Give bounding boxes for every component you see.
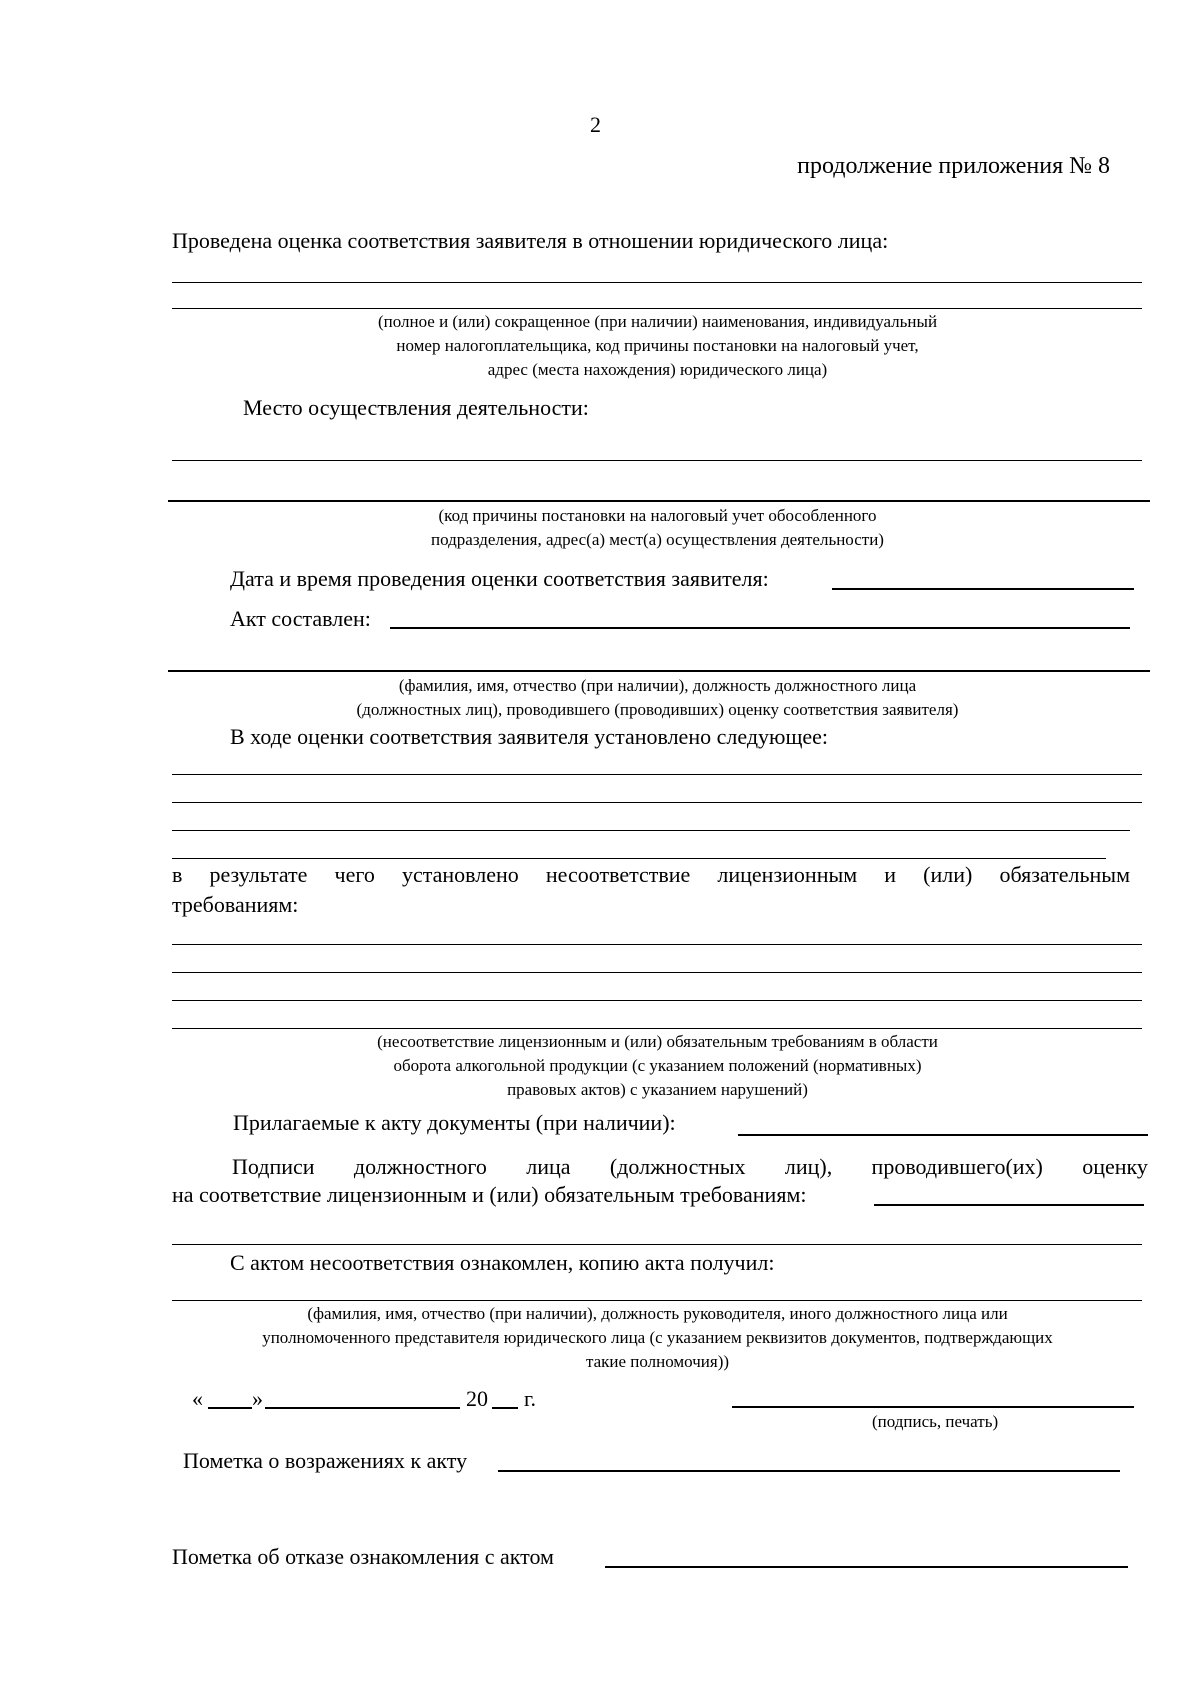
word: лиц),: [784, 1154, 833, 1179]
caption-line: номер налогоплательщика, код причины постановки на налоговый учет,: [396, 336, 919, 355]
legal-entity-line-1[interactable]: [172, 282, 1142, 283]
signatures-field[interactable]: [874, 1204, 1144, 1206]
word: должностного: [353, 1154, 487, 1179]
date-close-quote: »: [252, 1386, 263, 1411]
acquainted-label: С актом несоответствия ознакомлен, копию акта получил:: [230, 1250, 775, 1275]
word: проводившего(их): [871, 1154, 1043, 1179]
findings-line-2[interactable]: [172, 802, 1142, 803]
inspector-line[interactable]: [168, 670, 1150, 672]
refusal-field[interactable]: [605, 1566, 1128, 1568]
appendix-continuation: продолжение приложения № 8: [797, 153, 1110, 179]
word: Подписи: [232, 1154, 315, 1179]
word: чего: [334, 862, 375, 887]
caption-line: такие полномочия)): [585, 1352, 730, 1371]
findings-line-1[interactable]: [172, 774, 1142, 775]
refusal-label: Пометка об отказе ознакомления с актом: [172, 1544, 554, 1569]
word: обязательным: [999, 862, 1130, 887]
caption-line: (несоответствие лицензионным и (или) обязательным требованиям в области: [377, 1032, 938, 1051]
acquainted-line[interactable]: [172, 1300, 1142, 1301]
caption-line: оборота алкогольной продукции (с указанием положений (нормативных): [393, 1056, 922, 1075]
word: (или): [923, 862, 973, 887]
noncompliance-line-1: [172, 862, 1130, 888]
caption-line: уполномоченного представителя юридического лица (с указанием реквизитов документов, подтверждающих: [262, 1328, 1053, 1347]
noncompliance-field-3[interactable]: [172, 1000, 1142, 1001]
caption-line: (код причины постановки на налоговый учет обособленного: [438, 506, 877, 525]
representative-caption: [170, 1302, 1145, 1374]
signature-caption: (подпись, печать): [872, 1412, 999, 1431]
noncompliance-line-2: требованиям:: [172, 892, 299, 917]
inspector-caption: [170, 674, 1145, 722]
date-year-field[interactable]: [492, 1407, 518, 1409]
place-of-activity-label: Место осуществления деятельности:: [243, 395, 589, 420]
date-time-label: Дата и время проведения оценки соответствия заявителя:: [230, 566, 769, 591]
place-line-2[interactable]: [168, 500, 1150, 502]
signatures-line-2: на соответствие лицензионным и (или) обязательным требованиям:: [172, 1182, 807, 1207]
caption-line: адрес (места нахождения) юридического лица): [487, 360, 828, 379]
word: в: [172, 862, 183, 887]
caption-line: правовых актов) с указанием нарушений): [507, 1080, 808, 1099]
place-line-1[interactable]: [172, 460, 1142, 461]
objections-field[interactable]: [498, 1470, 1120, 1472]
caption-line: (полное и (или) сокращенное (при наличии) наименования, индивидуальный: [377, 312, 938, 331]
assessment-intro: Проведена оценка соответствия заявителя в отношении юридического лица:: [172, 228, 889, 253]
attached-docs-field[interactable]: [738, 1134, 1148, 1136]
findings-line-4[interactable]: [172, 858, 1106, 859]
noncompliance-caption: [170, 1030, 1145, 1102]
place-caption: [170, 504, 1145, 552]
word: и: [884, 862, 897, 887]
date-time-field[interactable]: [832, 588, 1134, 590]
noncompliance-field-1[interactable]: [172, 944, 1142, 945]
noncompliance-field-2[interactable]: [172, 972, 1142, 973]
findings-line-3[interactable]: [172, 830, 1130, 831]
word: результате: [209, 862, 308, 887]
caption-line: (должностных лиц), проводившего (проводивших) оценку соответствия заявителя): [356, 700, 959, 719]
date-month-field[interactable]: [265, 1407, 460, 1409]
date-open-quote: «: [192, 1386, 203, 1411]
act-drawn-field[interactable]: [390, 627, 1130, 629]
objections-label: Пометка о возражениях к акту: [183, 1448, 468, 1473]
word: лицензионным: [717, 862, 858, 887]
findings-label: В ходе оценки соответствия заявителя установлено следующее:: [230, 724, 829, 749]
page-number: 2: [590, 112, 601, 137]
word: (должностных: [609, 1154, 746, 1179]
legal-entity-line-2[interactable]: [172, 308, 1142, 309]
attached-docs-label: Прилагаемые к акту документы (при наличии):: [233, 1110, 676, 1135]
caption-line: (фамилия, имя, отчество (при наличии), должность руководителя, иного должностного лица или: [307, 1304, 1008, 1323]
act-drawn-label: Акт составлен:: [230, 606, 371, 631]
year-prefix: 20: [466, 1386, 488, 1411]
caption-line: (фамилия, имя, отчество (при наличии), должность должностного лица: [398, 676, 917, 695]
word: несоответствие: [545, 862, 691, 887]
noncompliance-field-4[interactable]: [172, 1028, 1142, 1029]
signatures-line-1: [232, 1154, 1148, 1180]
legal-entity-caption: [170, 310, 1145, 382]
date-day-field[interactable]: [208, 1407, 252, 1409]
caption-line: подразделения, адрес(а) мест(а) осуществления деятельности): [431, 530, 884, 549]
word: лица: [526, 1154, 571, 1179]
word: оценку: [1082, 1154, 1148, 1179]
word: установлено: [401, 862, 519, 887]
year-suffix: г.: [524, 1386, 537, 1411]
signatures-line[interactable]: [172, 1244, 1142, 1245]
signature-field[interactable]: [732, 1406, 1134, 1408]
